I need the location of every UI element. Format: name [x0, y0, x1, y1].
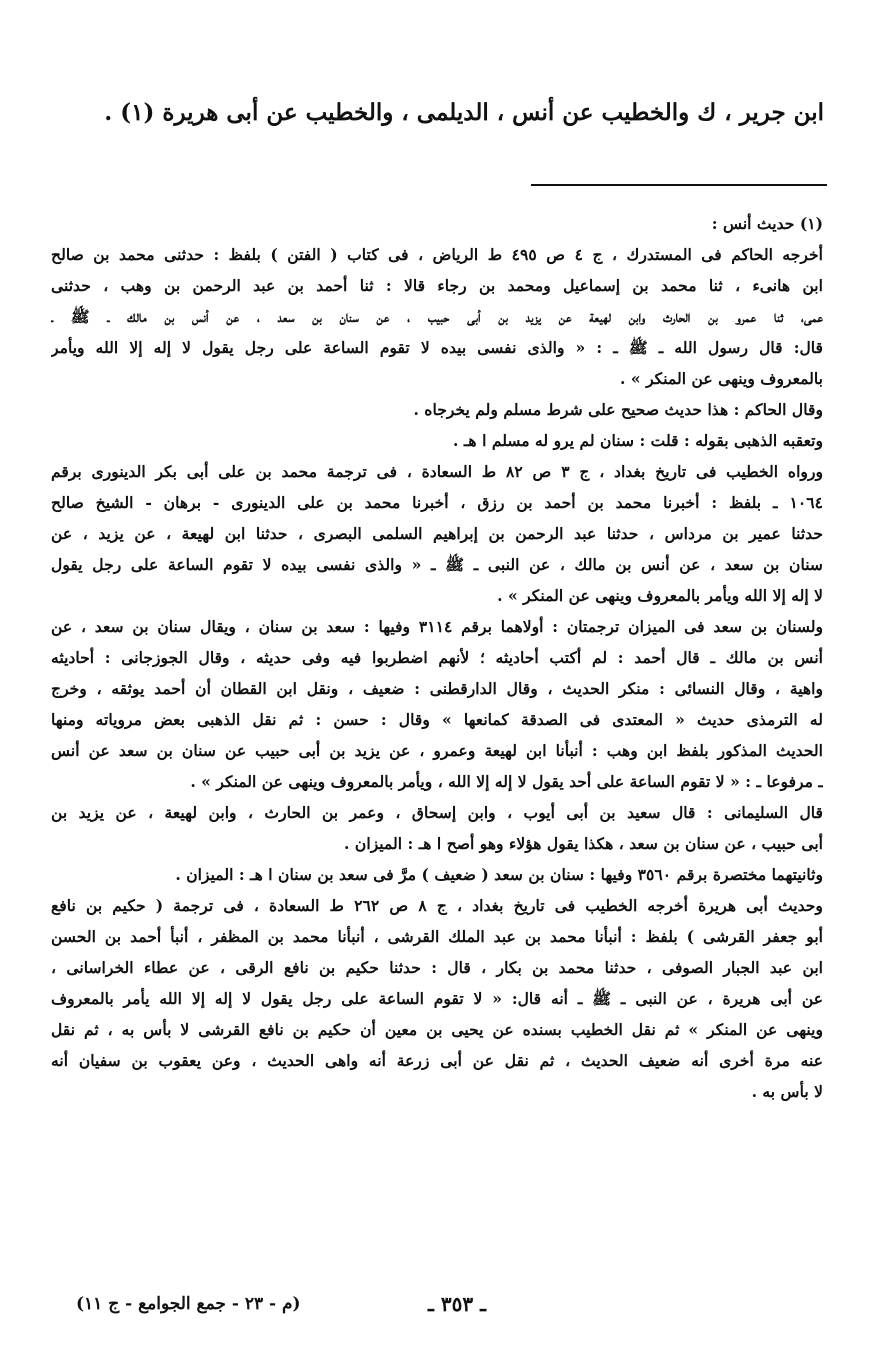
footnote-line: أخرجه الحاكم فى المستدرك ، ج ٤ ص ٤٩٥ ط الرياض ، فى كتاب ( الفتن ) بلفظ : حدثنى محمد بن صالح	[51, 245, 823, 264]
footnote-line: ابن عبد الجبار الصوفى ، حدثنا محمد بن بكار ، قال : حدثنا حكيم بن نافع الرقى ، عن عطاء الخراسانى ،	[51, 958, 823, 977]
footnote-line: ١٠٦٤ ـ بلفظ : أخبرنا محمد بن أحمد بن رزق ، أخبرنا محمد بن على الدينورى - برهان - الشيخ صالح	[51, 493, 823, 512]
footnote-line: وحديث أبى هريرة أخرجه الخطيب فى تاريخ بغداد ، ج ٨ ص ٢٦٢ ط السعادة ، فى ترجمة ( حكيم بن نافع	[51, 896, 823, 915]
footnote-line: واهية ، وقال النسائى : منكر الحديث ، وقال الدارقطنى : ضعيف ، ونقل ابن القطان أن أحمد يوثقه ، وخرج	[51, 679, 823, 698]
footnote-line: قال السليمانى : قال سعيد بن أبى أيوب ، وابن إسحاق ، وعمر بن الحارث ، وابن لهيعة ، عن يزيد بن	[51, 803, 823, 822]
footnote-line: ورواه الخطيب فى تاريخ بغداد ، ج ٣ ص ٨٢ ط السعادة ، فى ترجمة محمد بن على أبى بكر الدينورى برقم	[51, 462, 823, 481]
footnote-separator-rule	[531, 184, 827, 186]
footnote-line: بالمعروف وينهى عن المنكر » .	[620, 369, 823, 388]
footnote-line: قال: قال رسول الله ـ ﷺ ـ : « والذى نفسى بيده لا تقوم الساعة على رجل يقول لا إله إلا الله ويأمر	[51, 338, 823, 357]
footnote-line: ابن هانىء ، ثنا محمد بن إسماعيل ومحمد بن رجاء قالا : ثنا أحمد بن عبد الرحمن بن وهب ، حدثنى	[51, 276, 823, 295]
footnote-line: الحديث المذكور بلفظ ابن وهب : أنبأنا ابن لهيعة وعمرو ، عن يزيد بن أبى حبيب عن سنان بن سعد عن أنس	[51, 741, 823, 760]
footnote-line: لا إله إلا الله ويأمر بالمعروف وينهى عن المنكر » .	[497, 586, 823, 605]
footnote-line: أبو جعفر القرشى ) بلفظ : أنبأنا محمد بن عبد الملك القرشى ، أنبأنا محمد بن المظفر ، أنبأ أحمد بن الحسن	[51, 927, 823, 946]
footnote-heading: (١) حديث أنس :	[711, 214, 823, 233]
hadith-source-line: ابن جرير ، ك والخطيب عن أنس ، الديلمى ، والخطيب عن أبى هريرة (١) .	[104, 99, 824, 126]
footnote-block	[51, 208, 823, 1107]
footnote-line: عمى، ثنا عمرو بن الحارث وابن لهيعة عن يزيد بن أبى حبيب ، عن سنان بن سعد ، عن أنس بن مالك ـ ﷺ ـ	[51, 307, 823, 326]
footnote-line: أنس بن مالك ـ قال أحمد : لم أكتب أحاديثه ؛ لأنهم اضطربوا فيه وفى حديثه ، وقال الجوزجانى : أحاديثه	[51, 648, 823, 667]
footnote-line: ولسنان بن سعد فى الميزان ترجمتان : أولاهما برقم ٣١١٤ وفيها : سعد بن سنان ، ويقال سنان بن سعد ، عن	[51, 617, 823, 636]
footnote-line: وتعقبه الذهبى بقوله : قلت : سنان لم يرو له مسلم ا هـ .	[452, 431, 823, 450]
footnote-line: أبى حبيب ، عن سنان بن سعد ، هكذا يقول هؤلاء وهو أصح ا هـ : الميزان .	[344, 834, 823, 853]
footnote-line: حدثنا عمير بن مرداس ، حدثنا عبد الرحمن بن إبراهيم السلمى البصرى ، حدثنا ابن لهيعة ، عن يزيد ، عن	[51, 524, 823, 543]
volume-reference: (م - ٢٣ - جمع الجوامع - ج ١١)	[76, 1294, 301, 1314]
footnote-line: ـ مرفوعا ـ : « لا تقوم الساعة على أحد يقول لا إله إلا الله ، ويأمر بالمعروف وينهى عن المنكر » .	[190, 772, 823, 791]
footnote-line: له الترمذى حديث « المعتدى فى الصدقة كمانعها » وقال : حسن : ثم نقل الذهبى بعض مروياته ومنها	[51, 710, 823, 729]
page-footer	[0, 1292, 879, 1322]
footnote-line: لا بأس به .	[751, 1082, 823, 1101]
footnote-line: وثانيتهما مختصرة برقم ٣٥٦٠ وفيها : سنان بن سعد ( ضعيف ) مرَّ فى سعد بن سنان ا هـ : الميزان .	[175, 865, 823, 884]
page-number: ـ ٣٥٣ ـ	[428, 1292, 486, 1316]
footnote-line: وينهى عن المنكر » ثم نقل الخطيب بسنده عن يحيى بن معين أن حكيم بن نافع القرشى لا بأس به ، ثم نقل	[51, 1020, 823, 1039]
footnote-line: عنه مرة أخرى أنه ضعيف الحديث ، ثم نقل عن أبى زرعة أنه واهى الحديث ، وعن يعقوب بن سفيان أنه	[51, 1051, 823, 1070]
footnote-line: عن أبى هريرة ، عن النبى ـ ﷺ ـ أنه قال: « لا تقوم الساعة على رجل يقول لا إله إلا الله يأمر بالمعروف	[51, 989, 823, 1008]
footnote-line: سنان بن سعد ، عن أنس بن مالك ، عن النبى ـ ﷺ ـ « والذى نفسى بيده لا تقوم الساعة على رجل يقول	[51, 555, 823, 574]
footnote-line: وقال الحاكم : هذا حديث صحيح على شرط مسلم ولم يخرجاه .	[413, 400, 823, 419]
